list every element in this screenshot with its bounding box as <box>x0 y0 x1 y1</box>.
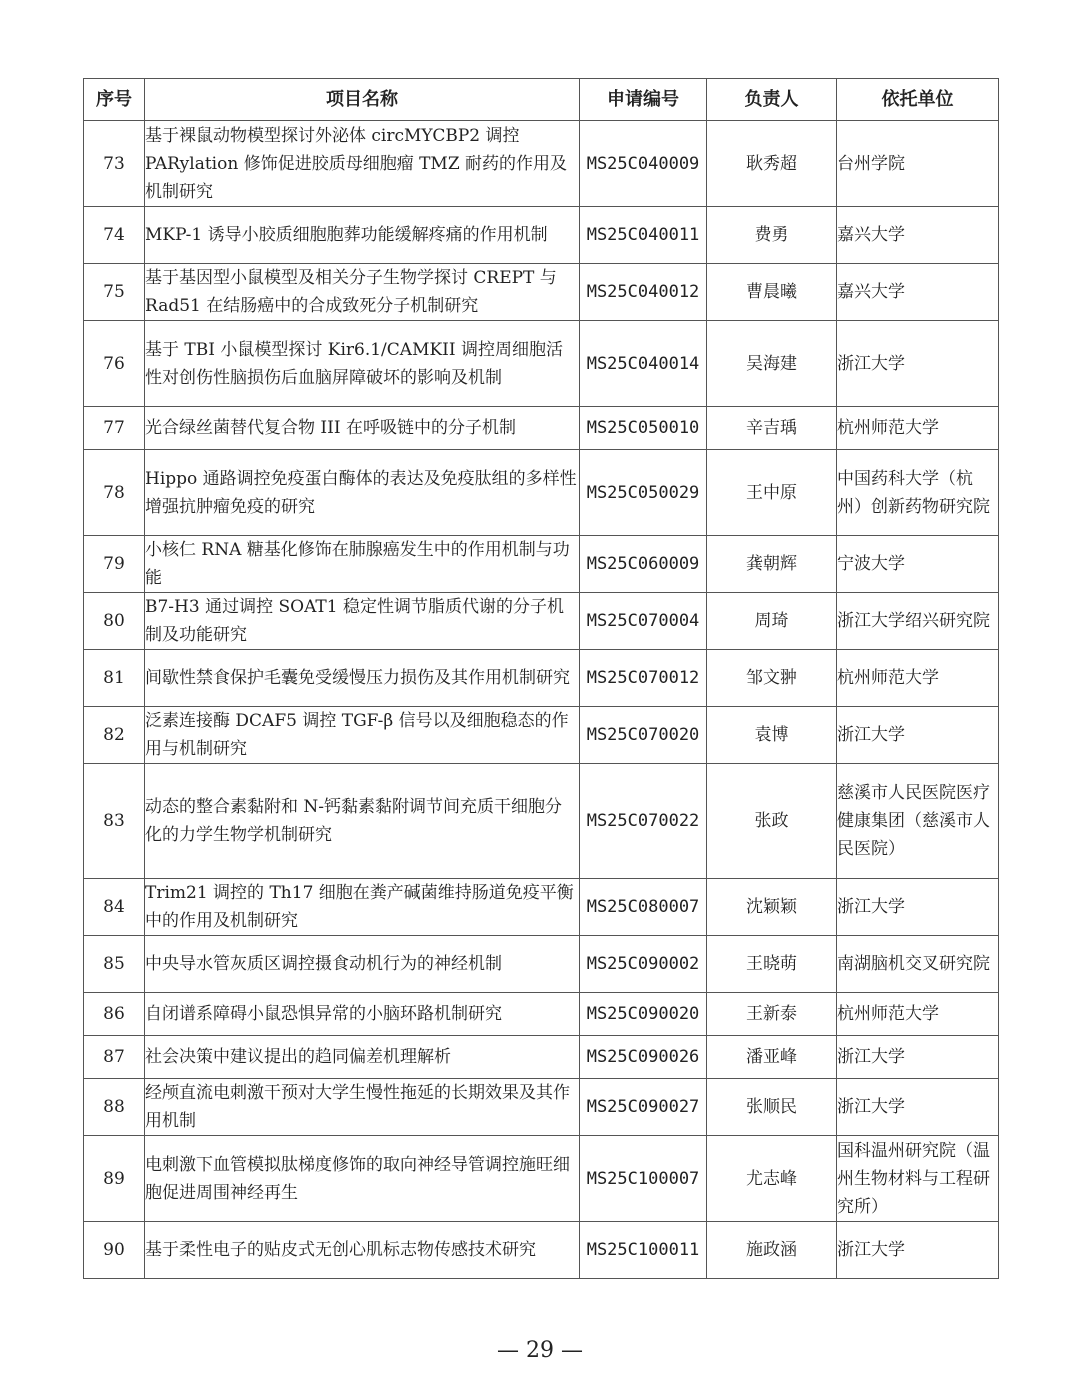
table-row <box>84 650 999 707</box>
cell-project-name: 社会决策中建议提出的趋同偏差机理解析 <box>145 1036 580 1079</box>
cell-serial: 88 <box>84 1079 145 1136</box>
table-row <box>84 1036 999 1079</box>
cell-institution: 浙江大学 <box>837 321 999 407</box>
cell-serial: 82 <box>84 707 145 764</box>
cell-application-code: MS25C040009 <box>580 121 707 207</box>
cell-principal: 尤志峰 <box>707 1136 837 1222</box>
table-header-row <box>84 79 999 121</box>
cell-principal: 龚朝辉 <box>707 536 837 593</box>
cell-application-code: MS25C100011 <box>580 1222 707 1279</box>
cell-institution: 宁波大学 <box>837 536 999 593</box>
cell-application-code: MS25C070020 <box>580 707 707 764</box>
cell-serial: 89 <box>84 1136 145 1222</box>
cell-principal: 沈颖颖 <box>707 879 837 936</box>
cell-serial: 83 <box>84 764 145 879</box>
cell-application-code: MS25C080007 <box>580 879 707 936</box>
cell-project-name: B7-H3 通过调控 SOAT1 稳定性调节脂质代谢的分子机制及功能研究 <box>145 593 580 650</box>
cell-serial: 84 <box>84 879 145 936</box>
table-row <box>84 207 999 264</box>
cell-institution: 浙江大学 <box>837 879 999 936</box>
cell-institution: 南湖脑机交叉研究院 <box>837 936 999 993</box>
header-principal: 负责人 <box>707 79 837 121</box>
cell-project-name: 电刺激下血管模拟肽梯度修饰的取向神经导管调控施旺细胞促进周围神经再生 <box>145 1136 580 1222</box>
cell-principal: 辛吉瑀 <box>707 407 837 450</box>
cell-serial: 77 <box>84 407 145 450</box>
cell-project-name: 光合绿丝菌替代复合物 III 在呼吸链中的分子机制 <box>145 407 580 450</box>
cell-project-name: 间歇性禁食保护毛囊免受缓慢压力损伤及其作用机制研究 <box>145 650 580 707</box>
table-row <box>84 593 999 650</box>
cell-institution: 浙江大学 <box>837 707 999 764</box>
cell-project-name: 基于裸鼠动物模型探讨外泌体 circMYCBP2 调控 PARylation 修饰促进胶质母细胞瘤 TMZ 耐药的作用及机制研究 <box>145 121 580 207</box>
table-row <box>84 707 999 764</box>
cell-principal: 王晓萌 <box>707 936 837 993</box>
cell-application-code: MS25C040011 <box>580 207 707 264</box>
table-row <box>84 407 999 450</box>
cell-principal: 耿秀超 <box>707 121 837 207</box>
cell-serial: 75 <box>84 264 145 321</box>
cell-project-name: 经颅直流电刺激干预对大学生慢性拖延的长期效果及其作用机制 <box>145 1079 580 1136</box>
cell-serial: 90 <box>84 1222 145 1279</box>
cell-application-code: MS25C050029 <box>580 450 707 536</box>
cell-application-code: MS25C090026 <box>580 1036 707 1079</box>
cell-application-code: MS25C090020 <box>580 993 707 1036</box>
cell-institution: 杭州师范大学 <box>837 650 999 707</box>
header-project-name: 项目名称 <box>145 79 580 121</box>
cell-application-code: MS25C100007 <box>580 1136 707 1222</box>
cell-principal: 邹文翀 <box>707 650 837 707</box>
cell-application-code: MS25C060009 <box>580 536 707 593</box>
cell-project-name: 自闭谱系障碍小鼠恐惧异常的小脑环路机制研究 <box>145 993 580 1036</box>
cell-principal: 王新泰 <box>707 993 837 1036</box>
cell-institution: 浙江大学 <box>837 1079 999 1136</box>
cell-principal: 张顺民 <box>707 1079 837 1136</box>
cell-institution: 杭州师范大学 <box>837 993 999 1036</box>
cell-application-code: MS25C050010 <box>580 407 707 450</box>
cell-serial: 80 <box>84 593 145 650</box>
cell-serial: 81 <box>84 650 145 707</box>
table-row <box>84 993 999 1036</box>
table-row <box>84 1222 999 1279</box>
cell-project-name: 基于基因型小鼠模型及相关分子生物学探讨 CREPT 与 Rad51 在结肠癌中的合成致死分子机制研究 <box>145 264 580 321</box>
header-institution: 依托单位 <box>837 79 999 121</box>
cell-institution: 台州学院 <box>837 121 999 207</box>
cell-institution: 嘉兴大学 <box>837 264 999 321</box>
cell-serial: 73 <box>84 121 145 207</box>
cell-project-name: 基于柔性电子的贴皮式无创心肌标志物传感技术研究 <box>145 1222 580 1279</box>
cell-institution: 嘉兴大学 <box>837 207 999 264</box>
cell-project-name: Hippo 通路调控免疫蛋白酶体的表达及免疫肽组的多样性增强抗肿瘤免疫的研究 <box>145 450 580 536</box>
project-table <box>83 78 999 1279</box>
cell-application-code: MS25C070012 <box>580 650 707 707</box>
cell-project-name: Trim21 调控的 Th17 细胞在粪产碱菌维持肠道免疫平衡中的作用及机制研究 <box>145 879 580 936</box>
cell-serial: 74 <box>84 207 145 264</box>
cell-application-code: MS25C040012 <box>580 264 707 321</box>
cell-principal: 王中原 <box>707 450 837 536</box>
cell-principal: 周琦 <box>707 593 837 650</box>
cell-project-name: MKP-1 诱导小胶质细胞胞葬功能缓解疼痛的作用机制 <box>145 207 580 264</box>
table-row <box>84 121 999 207</box>
cell-principal: 曹晨曦 <box>707 264 837 321</box>
cell-institution: 浙江大学 <box>837 1222 999 1279</box>
table-row <box>84 764 999 879</box>
cell-principal: 张政 <box>707 764 837 879</box>
cell-project-name: 泛素连接酶 DCAF5 调控 TGF-β 信号以及细胞稳态的作用与机制研究 <box>145 707 580 764</box>
header-application-code: 申请编号 <box>580 79 707 121</box>
cell-institution: 慈溪市人民医院医疗健康集团（慈溪市人民医院） <box>837 764 999 879</box>
table-row <box>84 936 999 993</box>
cell-application-code: MS25C090027 <box>580 1079 707 1136</box>
cell-principal: 施政涵 <box>707 1222 837 1279</box>
cell-institution: 杭州师范大学 <box>837 407 999 450</box>
table-row <box>84 536 999 593</box>
page-number: — 29 — <box>497 1338 583 1363</box>
cell-application-code: MS25C070022 <box>580 764 707 879</box>
cell-institution: 国科温州研究院（温州生物材料与工程研究所） <box>837 1136 999 1222</box>
cell-project-name: 小核仁 RNA 糖基化修饰在肺腺癌发生中的作用机制与功能 <box>145 536 580 593</box>
cell-principal: 袁博 <box>707 707 837 764</box>
cell-serial: 85 <box>84 936 145 993</box>
cell-institution: 中国药科大学（杭州）创新药物研究院 <box>837 450 999 536</box>
table-row <box>84 450 999 536</box>
cell-serial: 86 <box>84 993 145 1036</box>
cell-principal: 潘亚峰 <box>707 1036 837 1079</box>
table-row <box>84 1079 999 1136</box>
cell-principal: 吴海建 <box>707 321 837 407</box>
cell-project-name: 中央导水管灰质区调控摄食动机行为的神经机制 <box>145 936 580 993</box>
header-serial: 序号 <box>84 79 145 121</box>
cell-principal: 费勇 <box>707 207 837 264</box>
cell-project-name: 动态的整合素黏附和 N-钙黏素黏附调节间充质干细胞分化的力学生物学机制研究 <box>145 764 580 879</box>
cell-serial: 79 <box>84 536 145 593</box>
table-row <box>84 879 999 936</box>
cell-application-code: MS25C040014 <box>580 321 707 407</box>
cell-application-code: MS25C090002 <box>580 936 707 993</box>
cell-serial: 76 <box>84 321 145 407</box>
cell-project-name: 基于 TBI 小鼠模型探讨 Kir6.1/CAMKII 调控周细胞活性对创伤性脑损伤后血脑屏障破坏的影响及机制 <box>145 321 580 407</box>
table-row <box>84 321 999 407</box>
cell-serial: 87 <box>84 1036 145 1079</box>
cell-institution: 浙江大学 <box>837 1036 999 1079</box>
cell-institution: 浙江大学绍兴研究院 <box>837 593 999 650</box>
cell-application-code: MS25C070004 <box>580 593 707 650</box>
cell-serial: 78 <box>84 450 145 536</box>
table-row <box>84 1136 999 1222</box>
table-row <box>84 264 999 321</box>
